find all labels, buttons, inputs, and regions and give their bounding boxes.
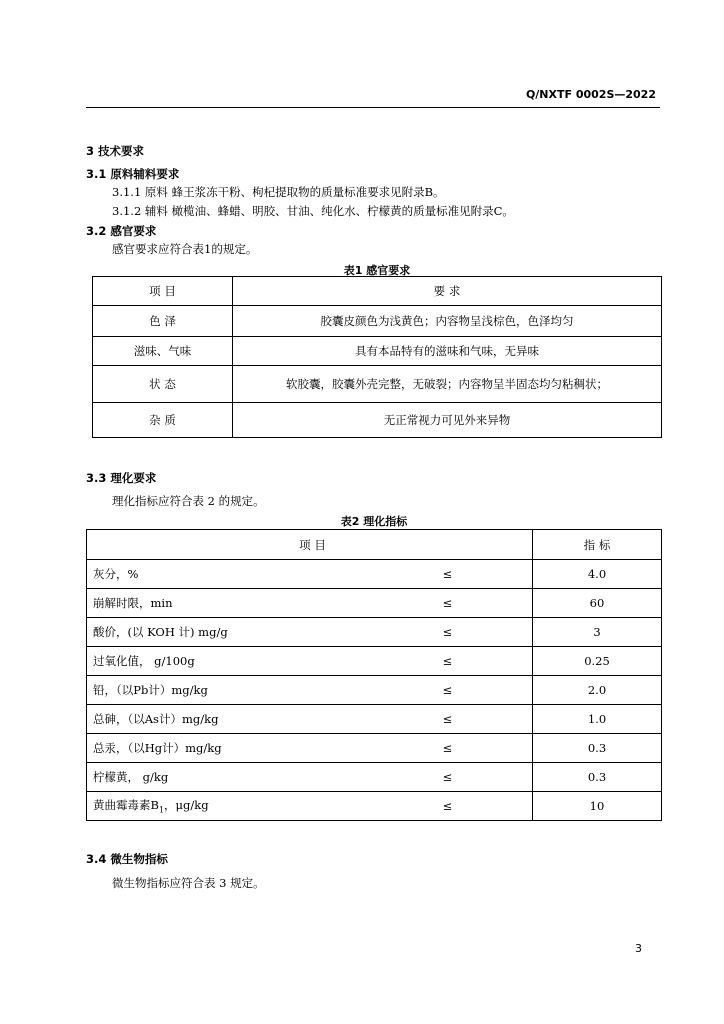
table-row: [93, 403, 662, 438]
table-cell: 0.3: [533, 763, 662, 792]
header-rule: [86, 107, 660, 108]
doc-code: Q/NXTF 0002S—2022: [525, 88, 656, 101]
table-cell: 无正常视力可见外来异物: [233, 403, 662, 438]
table-row: [87, 560, 662, 589]
table-header-row: [87, 530, 662, 560]
table-cell: 灰分，%: [87, 560, 364, 589]
table-cell: 酸价，(以 KOH 计) mg/g: [87, 618, 364, 647]
physchem-table: [86, 529, 662, 821]
table-row: [87, 705, 662, 734]
table-row: [87, 763, 662, 792]
aflatoxin-subscript: 1: [158, 805, 165, 815]
table-cell: [87, 792, 364, 821]
table-cell: ≤: [363, 589, 533, 618]
table-cell: ≤: [363, 734, 533, 763]
aflatoxin-unit: ，μg/kg: [164, 798, 209, 813]
section-3-4-title: 3.4 微生物指标: [86, 852, 168, 866]
table-header-cell: 项 目: [87, 530, 533, 560]
table-cell: 胶囊皮颜色为浅黄色；内容物呈浅棕色，色泽均匀: [233, 306, 662, 337]
table-row: [87, 589, 662, 618]
table-row: [87, 734, 662, 763]
table-cell: ≤: [363, 676, 533, 705]
table-cell: 0.25: [533, 647, 662, 676]
table-cell: ≤: [363, 618, 533, 647]
table-row: [87, 676, 662, 705]
table-cell: ≤: [363, 705, 533, 734]
table-header-cell: 项 目: [93, 277, 233, 306]
table-cell: 滋味、气味: [93, 337, 233, 366]
table-cell: 具有本品特有的滋味和气味，无异味: [233, 337, 662, 366]
table-cell: 软胶囊，胶囊外壳完整，无破裂；内容物呈半固态均匀粘稠状；: [233, 366, 662, 403]
sensory-intro: 感官要求应符合表1的规定。: [112, 242, 258, 256]
section-3-1-title: 3.1 原料辅料要求: [86, 167, 180, 181]
table-cell: 杂 质: [93, 403, 233, 438]
table-cell: 柠檬黄， g/kg: [87, 763, 364, 792]
table-cell: 总汞，（以Hg计）mg/kg: [87, 734, 364, 763]
table-row: [87, 792, 662, 821]
table-cell: 状 态: [93, 366, 233, 403]
table-cell: 色 泽: [93, 306, 233, 337]
table-header-cell: 指 标: [533, 530, 662, 560]
aflatoxin-label: 黄曲霉毒素B: [93, 798, 159, 813]
table-cell: 10: [533, 792, 662, 821]
sensory-table: [92, 276, 662, 438]
table-header-cell: 要 求: [233, 277, 662, 306]
table-cell: ≤: [363, 560, 533, 589]
table-cell: 60: [533, 589, 662, 618]
table-row: [93, 306, 662, 337]
table1-caption: 表1 感官要求: [343, 264, 411, 277]
table-row: [93, 337, 662, 366]
table-cell: ≤: [363, 647, 533, 676]
table-cell: 过氧化值， g/100g: [87, 647, 364, 676]
table-cell: ≤: [363, 763, 533, 792]
table-cell: 2.0: [533, 676, 662, 705]
table-row: [93, 366, 662, 403]
table-cell: 崩解时限，min: [87, 589, 364, 618]
section-3-3-title: 3.3 理化要求: [86, 471, 157, 485]
table-cell: ≤: [363, 792, 533, 821]
section-3-2-title: 3.2 感官要求: [86, 224, 157, 238]
table-cell: 铅，（以Pb计）mg/kg: [87, 676, 364, 705]
clause-3-1-1: 3.1.1 原料 蜂王浆冻干粉、枸杞提取物的质量标准要求见附录B。: [112, 185, 445, 199]
section-3-title: 3 技术要求: [86, 144, 145, 158]
table-header-row: [93, 277, 662, 306]
table-cell: 4.0: [533, 560, 662, 589]
micro-intro: 微生物指标应符合表 3 规定。: [112, 876, 265, 890]
table-row: [87, 647, 662, 676]
clause-3-1-2: 3.1.2 辅料 橄榄油、蜂蜡、明胶、甘油、纯化水、柠檬黄的质量标准见附录C。: [112, 204, 514, 218]
table-row: [87, 618, 662, 647]
table-cell: 1.0: [533, 705, 662, 734]
table-cell: 0.3: [533, 734, 662, 763]
table-cell: 总砷，（以As计）mg/kg: [87, 705, 364, 734]
page-number: 3: [635, 942, 642, 955]
physchem-intro: 理化指标应符合表 2 的规定。: [112, 494, 265, 508]
table-cell: 3: [533, 618, 662, 647]
table2-caption: 表2 理化指标: [340, 515, 408, 528]
